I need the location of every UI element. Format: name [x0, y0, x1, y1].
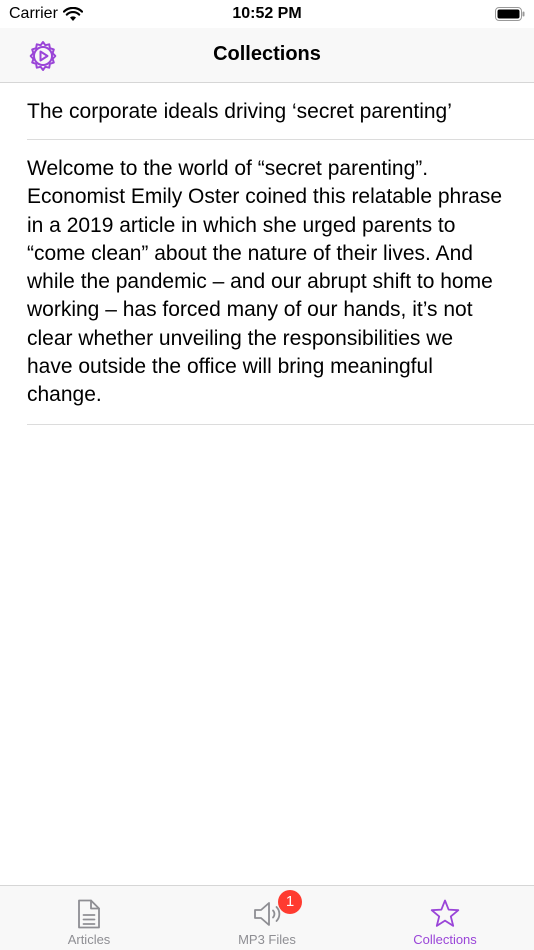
tab-mp3-files-label: MP3 Files: [238, 932, 296, 947]
status-bar: [0, 0, 534, 28]
tab-collections[interactable]: [356, 886, 534, 950]
collection-text-row[interactable]: [27, 140, 534, 425]
carrier-label: Carrier: [9, 5, 58, 22]
tab-mp3-files[interactable]: [178, 886, 356, 950]
tab-collections-label: Collections: [413, 932, 477, 947]
tab-articles-label: Articles: [67, 932, 111, 947]
battery-icon: [495, 7, 525, 21]
collection-title: The corporate ideals driving ‘secret parenting’: [27, 100, 452, 123]
collections-list: [0, 84, 534, 425]
collection-title-row[interactable]: [27, 84, 534, 140]
navigation-bar: [0, 28, 534, 83]
page-title: Collections: [213, 43, 321, 65]
collection-text: Welcome to the world of “secret parenting”. Economist Emily Oster coined this relatable phrase in a 2019 article in which she urged parents to “come clean” about the nature of their lives. And while the pandemic – and our abrupt shift to home working – has forced many of our hands, it’s not clear whether unveiling the responsibilities we have outside the office will bring meaningful change.: [27, 157, 503, 407]
status-time: 10:52 PM: [232, 5, 302, 22]
star-icon: [429, 898, 461, 930]
tab-bar: [0, 885, 534, 950]
tab-articles[interactable]: [0, 886, 178, 950]
notification-badge: 1: [278, 890, 302, 914]
document-icon: [73, 898, 105, 930]
